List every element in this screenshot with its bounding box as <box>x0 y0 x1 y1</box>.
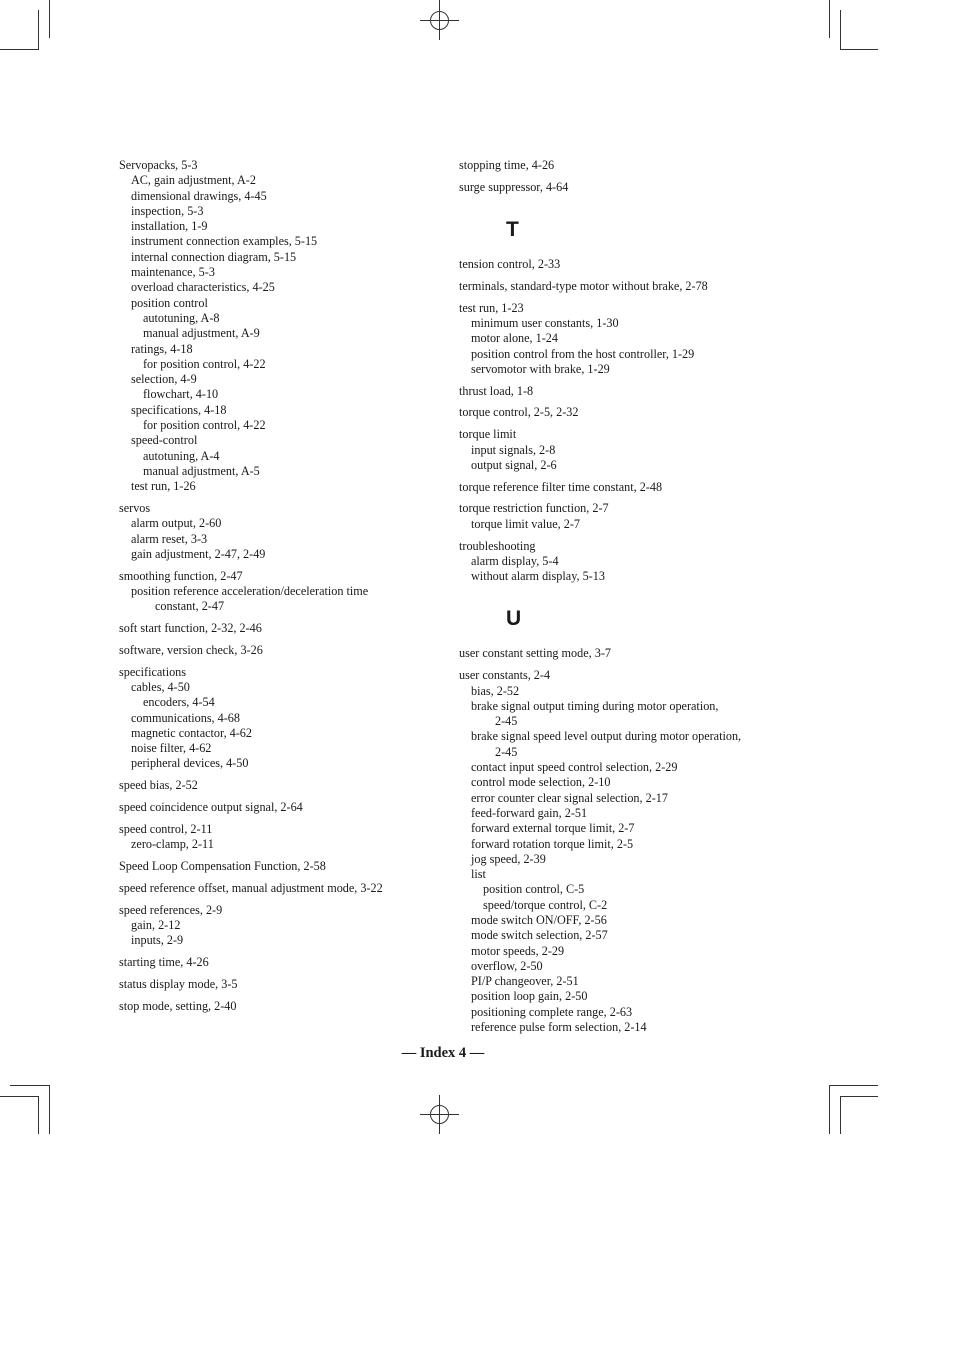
index-entry: torque control, 2-5, 2-32 <box>459 405 579 420</box>
index-entry-group <box>459 501 799 532</box>
index-subentry: test run, 1-26 <box>131 479 196 494</box>
index-entry: speed references, 2-9 <box>119 902 223 917</box>
index-subentry: overload characteristics, 4-25 <box>131 280 275 295</box>
index-entry: servos <box>119 501 151 516</box>
index-entry: torque restriction function, 2-7 <box>459 501 609 516</box>
index-subentry: manual adjustment, A-5 <box>143 463 260 478</box>
index-subentry: inputs, 2-9 <box>131 933 184 948</box>
index-subentry: position reference acceleration/deceleration time <box>131 584 369 599</box>
index-subentry: speed/torque control, C-2 <box>483 897 608 912</box>
index-subentry: noise filter, 4-62 <box>131 741 212 756</box>
index-entry-group <box>119 881 439 896</box>
index-subentry: autotuning, A-8 <box>143 310 220 325</box>
index-entry-group <box>119 903 439 949</box>
index-column-right <box>459 158 799 1042</box>
index-subentry: gain adjustment, 2-47, 2-49 <box>131 546 266 561</box>
index-subentry: instrument connection examples, 5-15 <box>131 234 318 249</box>
index-subentry: brake signal speed level output during motor operation, <box>471 729 742 744</box>
index-subentry: positioning complete range, 2-63 <box>471 1004 633 1019</box>
section-letter-heading: T <box>506 218 519 242</box>
index-entry: user constants, 2-4 <box>459 668 551 683</box>
index-entry-group <box>119 665 439 772</box>
index-subentry: manual adjustment, A-9 <box>143 326 260 341</box>
index-entry: troubleshooting <box>459 538 536 553</box>
index-entry: torque limit <box>459 427 517 442</box>
index-column-left <box>119 158 439 1020</box>
index-subentry: bias, 2-52 <box>471 683 520 698</box>
index-subentry: position control from the host controller, 1-29 <box>471 346 695 361</box>
index-subentry: jog speed, 2-39 <box>471 851 546 866</box>
index-subentry: position loop gain, 2-50 <box>471 989 588 1004</box>
index-entry-group <box>459 384 799 399</box>
index-subentry: speed-control <box>131 433 198 448</box>
index-subentry: specifications, 4-18 <box>131 402 227 417</box>
index-entry: terminals, standard-type motor without brake, 2-78 <box>459 278 708 293</box>
index-subentry: AC, gain adjustment, A-2 <box>131 173 256 188</box>
index-subentry: forward external torque limit, 2-7 <box>471 821 635 836</box>
index-subentry: brake signal output timing during motor operation, <box>471 698 719 713</box>
index-subentry: 2-45 <box>495 744 518 759</box>
index-subentry: without alarm display, 5-13 <box>471 569 605 584</box>
index-entry: stop mode, setting, 2-40 <box>119 998 237 1013</box>
index-subentry: inspection, 5-3 <box>131 203 204 218</box>
index-entry-group <box>119 999 439 1014</box>
index-subentry: overflow, 2-50 <box>471 958 543 973</box>
index-subentry: PI/P changeover, 2-51 <box>471 974 579 989</box>
index-subentry: motor speeds, 2-29 <box>471 943 565 958</box>
index-subentry: control mode selection, 2-10 <box>471 775 611 790</box>
section-letter-heading: U <box>506 607 522 631</box>
index-entry-group <box>119 977 439 992</box>
index-subentry: encoders, 4-54 <box>143 695 215 710</box>
index-entry-group <box>459 279 799 294</box>
index-subentry: alarm display, 5-4 <box>471 553 559 568</box>
index-subentry: contact input speed control selection, 2-29 <box>471 760 678 775</box>
index-entry: speed control, 2-11 <box>119 821 213 836</box>
index-entry: test run, 1-23 <box>459 300 524 315</box>
index-entry-group <box>459 539 799 585</box>
index-subentry: internal connection diagram, 5-15 <box>131 249 297 264</box>
index-entry-group <box>459 301 799 377</box>
index-entry-group <box>119 643 439 658</box>
index-subentry: communications, 4-68 <box>131 710 240 725</box>
index-subentry: alarm output, 2-60 <box>131 516 222 531</box>
index-entry: tension control, 2-33 <box>459 257 561 272</box>
index-entry: Servopacks, 5-3 <box>119 158 198 172</box>
index-entry-group <box>119 859 439 874</box>
index-entry: speed coincidence output signal, 2-64 <box>119 800 303 815</box>
index-entry: soft start function, 2-32, 2-46 <box>119 621 262 636</box>
index-entry: starting time, 4-26 <box>119 954 209 969</box>
index-subentry: constant, 2-47 <box>155 599 225 614</box>
index-entry: surge suppressor, 4-64 <box>459 179 569 194</box>
index-entry-group <box>459 668 799 1035</box>
index-entry: Speed Loop Compensation Function, 2-58 <box>119 858 326 873</box>
index-entry: speed bias, 2-52 <box>119 778 198 793</box>
index-subentry: output signal, 2-6 <box>471 457 557 472</box>
index-subentry: selection, 4-9 <box>131 372 197 387</box>
index-entry-group <box>459 158 799 173</box>
index-subentry: autotuning, A-4 <box>143 448 220 463</box>
index-subentry: peripheral devices, 4-50 <box>131 756 249 771</box>
index-entry-group <box>119 158 439 495</box>
index-entry-group <box>119 569 439 615</box>
index-entry-group <box>119 621 439 636</box>
index-subentry: for position control, 4-22 <box>143 418 266 433</box>
index-subentry: gain, 2-12 <box>131 917 181 932</box>
index-entry: software, version check, 3-26 <box>119 642 263 657</box>
index-entry-group <box>459 427 799 473</box>
index-subentry: for position control, 4-22 <box>143 356 266 371</box>
index-subentry: ratings, 4-18 <box>131 341 193 356</box>
index-entry: speed reference offset, manual adjustment mode, 3-22 <box>119 880 383 895</box>
index-subentry: flowchart, 4-10 <box>143 387 219 402</box>
index-entry: status display mode, 3-5 <box>119 976 238 991</box>
index-subentry: servomotor with brake, 1-29 <box>471 361 610 376</box>
index-subentry: minimum user constants, 1-30 <box>471 315 619 330</box>
page-footer: — Index 4 — <box>401 1045 485 1061</box>
index-subentry: mode switch selection, 2-57 <box>471 928 608 943</box>
index-entry: thrust load, 1-8 <box>459 383 534 398</box>
index-entry: torque reference filter time constant, 2-48 <box>459 479 663 494</box>
index-subentry: forward rotation torque limit, 2-5 <box>471 836 634 851</box>
index-entry: smoothing function, 2-47 <box>119 568 243 583</box>
index-subentry: alarm reset, 3-3 <box>131 531 208 546</box>
index-entry: specifications <box>119 664 187 679</box>
index-subentry: cables, 4-50 <box>131 680 190 694</box>
index-subentry: position control <box>131 295 208 310</box>
index-subentry: maintenance, 5-3 <box>131 265 215 280</box>
index-subentry: feed-forward gain, 2-51 <box>471 805 588 820</box>
index-entry: user constant setting mode, 3-7 <box>459 646 611 661</box>
index-subentry: 2-45 <box>495 714 518 729</box>
index-entry-group <box>119 955 439 970</box>
index-entry-group <box>119 822 439 853</box>
index-subentry: installation, 1-9 <box>131 219 208 234</box>
index-entry-group <box>119 800 439 815</box>
index-subentry: input signals, 2-8 <box>471 442 556 457</box>
index-entry-group <box>459 646 799 661</box>
index-subentry: position control, C-5 <box>483 882 585 897</box>
index-entry-group <box>459 180 799 195</box>
index-subentry: magnetic contactor, 4-62 <box>131 725 252 740</box>
index-entry-group <box>119 501 439 562</box>
index-entry-group <box>459 480 799 495</box>
index-subentry: reference pulse form selection, 2-14 <box>471 1020 647 1035</box>
index-subentry: error counter clear signal selection, 2-17 <box>471 790 668 805</box>
index-subentry: mode switch ON/OFF, 2-56 <box>471 912 607 927</box>
index-entry-group <box>119 778 439 793</box>
index-entry-group <box>459 257 799 272</box>
index-subentry: motor alone, 1-24 <box>471 331 558 346</box>
index-subentry: torque limit value, 2-7 <box>471 516 580 531</box>
index-entry: stopping time, 4-26 <box>459 158 555 172</box>
index-subentry: list <box>471 867 486 882</box>
index-entry-group <box>459 405 799 420</box>
index-subentry: zero-clamp, 2-11 <box>131 837 214 852</box>
index-subentry: dimensional drawings, 4-45 <box>131 188 267 203</box>
